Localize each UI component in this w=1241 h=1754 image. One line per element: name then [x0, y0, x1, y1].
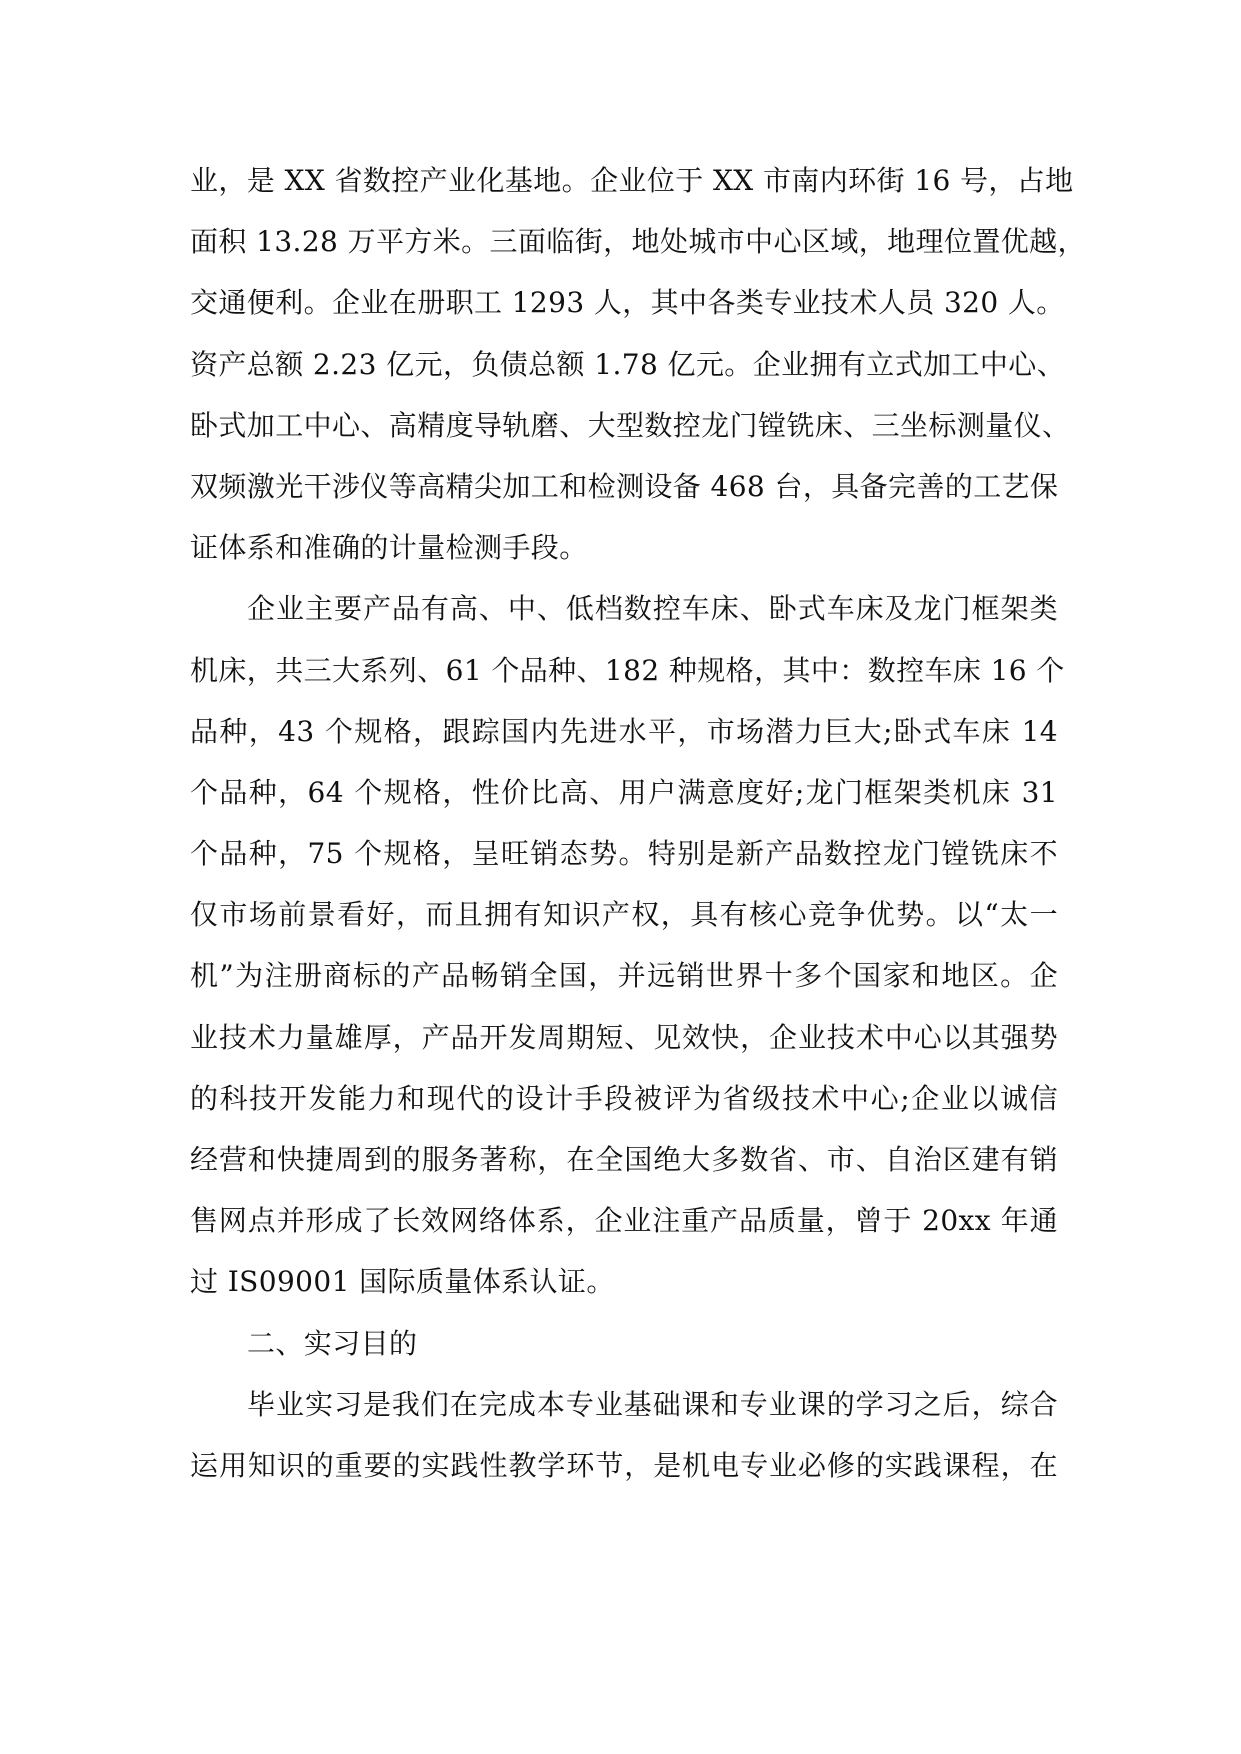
- paragraph-first-line: 企业主要产品有高、中、低档数控车床、卧式车床及龙门框架类: [247, 592, 1058, 626]
- text-line: 过 IS09001 国际质量体系认证。: [190, 1265, 615, 1299]
- text-line: 业技术力量雄厚，产品开发周期短、见效快，企业技术中心以其强势: [190, 1020, 1058, 1054]
- text-line: 卧式加工中心、高精度导轨磨、大型数控龙门镗铣床、三坐标测量仪、: [190, 408, 1071, 442]
- text-line: 面积 13.28 万平方米。三面临街，地处城市中心区域，地理位置优越，: [190, 225, 1086, 259]
- text-line: 证体系和准确的计量检测手段。: [190, 531, 588, 565]
- text-line: 个品种，64 个规格，性价比高、用户满意度好;龙门框架类机床 31: [190, 775, 1058, 809]
- text-line: 品种，43 个规格，跟踪国内先进水平，市场潜力巨大;卧式车床 14: [190, 714, 1058, 748]
- text-line: 机”为注册商标的产品畅销全国，并远销世界十多个国家和地区。企: [190, 959, 1058, 993]
- section-heading: 二、实习目的: [247, 1326, 418, 1360]
- text-line: 机床，共三大系列、61 个品种、182 种规格，其中：数控车床 16 个: [190, 653, 1065, 687]
- text-line: 售网点并形成了长效网络体系，企业注重产品质量，曾于 20xx 年通: [190, 1204, 1058, 1238]
- text-line: 交通便利。企业在册职工 1293 人，其中各类专业技术人员 320 人。: [190, 286, 1065, 320]
- paragraph-first-line: 毕业实习是我们在完成本专业基础课和专业课的学习之后，综合: [247, 1387, 1058, 1421]
- text-line: 个品种，75 个规格，呈旺销态势。特别是新产品数控龙门镗铣床不: [190, 837, 1058, 871]
- text-line: 经营和快捷周到的服务著称，在全国绝大多数省、市、自治区建有销: [190, 1143, 1058, 1176]
- text-line: 运用知识的重要的实践性教学环节，是机电专业必修的实践课程，在: [190, 1448, 1058, 1482]
- text-line: 双频激光干涉仪等高精尖加工和检测设备 468 台，具备完善的工艺保: [190, 469, 1059, 503]
- text-line: 的科技开发能力和现代的设计手段被评为省级技术中心;企业以诚信: [190, 1081, 1058, 1115]
- text-line: 仅市场前景看好，而且拥有知识产权，具有核心竞争优势。以“太一: [190, 898, 1058, 932]
- document-body: [190, 150, 1086, 1496]
- text-line: 业，是 XX 省数控产业化基地。企业位于 XX 市南内环街 16 号，占地: [190, 164, 1074, 197]
- text-line: 资产总额 2.23 亿元，负债总额 1.78 亿元。企业拥有立式加工中心、: [190, 347, 1066, 381]
